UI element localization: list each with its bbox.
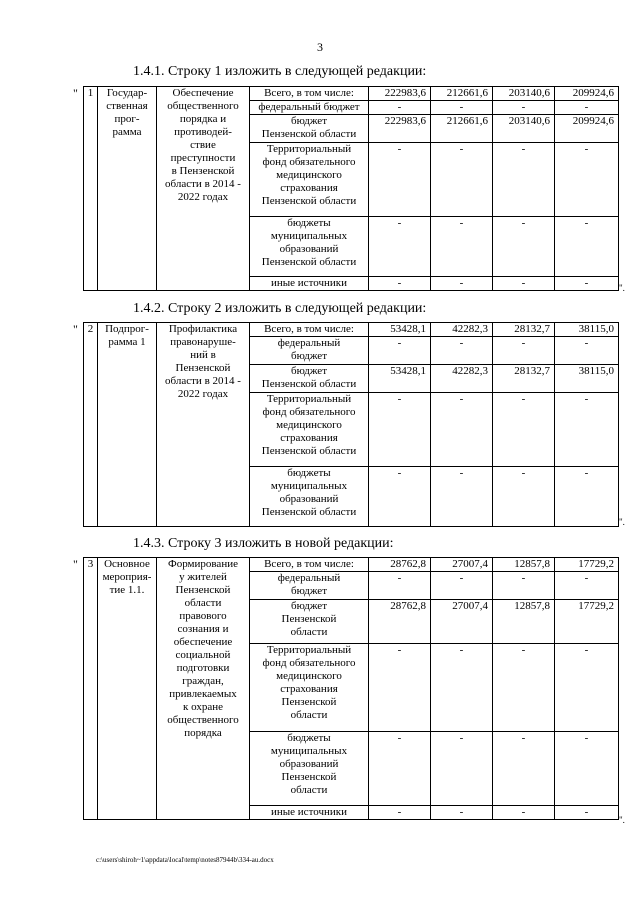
value-cell: - [493,217,555,277]
program-title: Профилактика правонаруше- ний в Пензенской области в 2014 - 2022 годах [157,323,250,527]
value-cell: 203140,6 [493,87,555,101]
budget-table [83,322,619,527]
value-cell: 38115,0 [555,323,619,337]
value-cell: - [369,143,431,217]
funding-source: Всего, в том числе: [250,87,369,101]
section-heading: 1.4.1. Строку 1 изложить в следующей редакции: [133,64,427,79]
value-cell: - [431,143,493,217]
value-cell: - [431,644,493,732]
value-cell: 212661,6 [431,87,493,101]
close-quote: ". [619,815,625,825]
value-cell: - [555,732,619,806]
funding-source: федеральный бюджет [250,101,369,115]
value-cell: - [431,277,493,291]
funding-source: бюджеты муниципальных образований Пензенской области [250,467,369,527]
value-cell: - [369,644,431,732]
funding-source: Территориальный фонд обязательного медицинского страхования Пензенской области [250,644,369,732]
value-cell: - [431,393,493,467]
funding-source: бюджет Пензенской области [250,600,369,644]
value-cell: - [369,337,431,365]
value-cell: - [369,572,431,600]
value-cell: 203140,6 [493,115,555,143]
value-cell: - [369,467,431,527]
value-cell: 53428,1 [369,323,431,337]
value-cell: - [369,217,431,277]
value-cell: 12857,8 [493,558,555,572]
value-cell: - [555,467,619,527]
value-cell: 209924,6 [555,87,619,101]
value-cell: 222983,6 [369,87,431,101]
section-heading: 1.4.2. Строку 2 изложить в следующей редакции: [133,301,427,316]
close-quote: ". [619,283,625,293]
value-cell: - [555,806,619,820]
value-cell: 28132,7 [493,365,555,393]
value-cell: - [493,644,555,732]
value-cell: - [555,143,619,217]
budget-table [83,557,619,820]
value-cell: - [493,143,555,217]
funding-source: бюджет Пензенской области [250,365,369,393]
value-cell: 38115,0 [555,365,619,393]
value-cell: 27007,4 [431,600,493,644]
value-cell: 53428,1 [369,365,431,393]
row-number: 3 [84,558,98,820]
funding-source: иные источники [250,277,369,291]
value-cell: 212661,6 [431,115,493,143]
value-cell: 28132,7 [493,323,555,337]
program-type: Подпрог- рамма 1 [98,323,157,527]
value-cell: 209924,6 [555,115,619,143]
value-cell: - [369,101,431,115]
value-cell: 28762,8 [369,600,431,644]
value-cell: - [431,467,493,527]
value-cell: - [431,101,493,115]
value-cell: - [369,277,431,291]
open-quote: " [73,86,78,100]
funding-source: Всего, в том числе: [250,323,369,337]
value-cell: - [369,806,431,820]
value-cell: - [431,572,493,600]
value-cell: 222983,6 [369,115,431,143]
funding-source: Территориальный фонд обязательного медицинского страхования Пензенской области [250,143,369,217]
value-cell: - [493,101,555,115]
value-cell: - [493,337,555,365]
value-cell: 28762,8 [369,558,431,572]
value-cell: - [555,572,619,600]
value-cell: 27007,4 [431,558,493,572]
value-cell: - [369,732,431,806]
value-cell: - [431,806,493,820]
value-cell: - [493,806,555,820]
value-cell: - [431,337,493,365]
value-cell: - [555,644,619,732]
value-cell: - [493,393,555,467]
value-cell: - [555,217,619,277]
footer-file-path: c:\users\shiroh~1\appdata\local\temp\notes87944b\334-au.docx [96,856,274,864]
value-cell: - [555,277,619,291]
open-quote: " [73,557,78,571]
program-type: Основное мероприя- тие 1.1. [98,558,157,820]
value-cell: 42282,3 [431,365,493,393]
value-cell: 17729,2 [555,558,619,572]
value-cell: - [493,277,555,291]
value-cell: - [555,393,619,467]
program-title: Обеспечение общественного порядка и противодей- ствие преступности в Пензенской области в 2014 - 2022 годах [157,87,250,291]
value-cell: - [493,572,555,600]
close-quote: ". [619,517,625,527]
budget-table [83,86,619,291]
value-cell: - [493,732,555,806]
value-cell: - [431,217,493,277]
funding-source: федеральный бюджет [250,337,369,365]
value-cell: - [369,393,431,467]
value-cell: 42282,3 [431,323,493,337]
value-cell: - [493,467,555,527]
value-cell: - [431,732,493,806]
funding-source: Всего, в том числе: [250,558,369,572]
page-number: 3 [317,40,323,54]
value-cell: 17729,2 [555,600,619,644]
funding-source: иные источники [250,806,369,820]
section-heading: 1.4.3. Строку 3 изложить в новой редакции: [133,536,394,551]
funding-source: бюджеты муниципальных образований Пензенской области [250,217,369,277]
value-cell: - [555,101,619,115]
funding-source: бюджеты муниципальных образований Пензенской области [250,732,369,806]
funding-source: Территориальный фонд обязательного медицинского страхования Пензенской области [250,393,369,467]
value-cell: 12857,8 [493,600,555,644]
row-number: 1 [84,87,98,291]
funding-source: бюджет Пензенской области [250,115,369,143]
value-cell: - [555,337,619,365]
program-title: Формирование у жителей Пензенской области правового сознания и обеспечение социальной подготовки граждан, привлекаемых к охране общественного порядка [157,558,250,820]
program-type: Государ- ственная прог- рамма [98,87,157,291]
funding-source: федеральный бюджет [250,572,369,600]
open-quote: " [73,322,78,336]
row-number: 2 [84,323,98,527]
